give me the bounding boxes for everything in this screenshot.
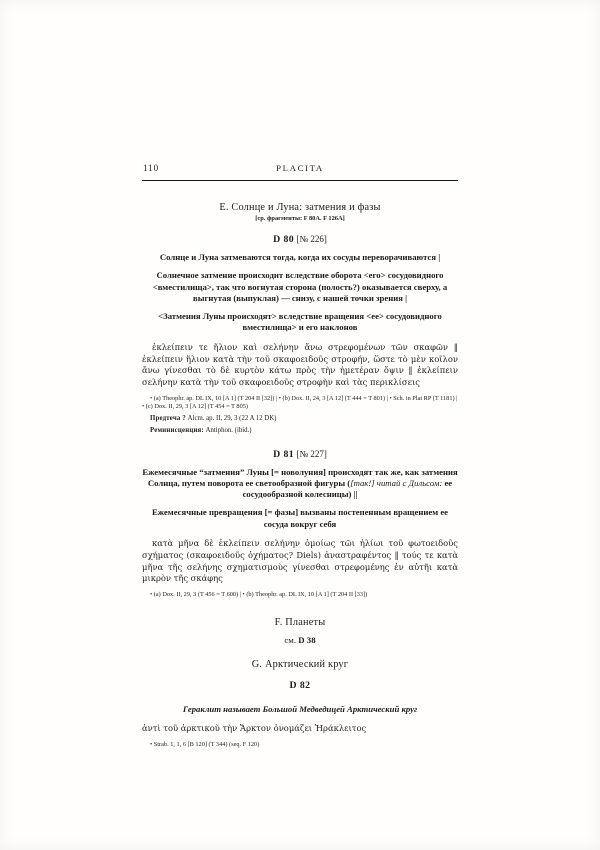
section-e-fragments: [ср. фрагменты: F 80A. F 126A] <box>255 215 345 222</box>
see-label: см. <box>284 635 297 646</box>
d82-apparatus: • Strab. 1, 1, 6 [B 120] (T 344) (seq. F 120) <box>150 740 260 748</box>
d80-translation-1: Солнце и Луна затмеваются тогда, когда их сосуды переворачиваются | <box>159 252 441 262</box>
predecessor-text: Alcm. ap. II, 29, 3 (22 A 12 DK) <box>185 414 277 422</box>
page-number: 110 <box>143 163 160 173</box>
d81-heading <box>142 449 458 460</box>
predecessor-label: Предтеча ? <box>150 414 186 422</box>
see-ref: D 38 <box>298 635 316 646</box>
d80-translation-3: <Затмения Луны происходят> вследствие вращения <ее> сосудовидного вместилища> и его наклонов <box>158 311 442 333</box>
d81-translation-1-main: Ежемесячные “затмения” Луны [= новолуния] происходят так же, как затмения Солнца, путем поворота ее светообразной фигуры ( <box>142 466 458 488</box>
section-f-see <box>142 635 458 645</box>
running-header <box>142 163 458 176</box>
d80-reminiscence-line <box>150 426 458 435</box>
page-content <box>142 163 458 749</box>
d80-translation-2: Солнечное затмение происходит вследствие оборота <его> сосудовидного <вместилища>, так что вогнутая сторона (полость?) оказывается сверху, а выгнутая (выпуклая) — снизу, с нашей точки зрения | <box>152 270 448 303</box>
section-g-title: G. Арктический круг <box>251 659 349 671</box>
reminiscence-text: Antiphon. (ibid.) <box>203 426 252 434</box>
section-e-title: Е. Солнце и Луна: затмения и фазы <box>219 202 381 213</box>
d80-heading <box>142 234 458 245</box>
d80-number: D 80 <box>273 234 295 245</box>
d80-ref: [№ 226] <box>296 234 327 244</box>
d81-greek-text: κατὰ μῆνα δὲ ἐκλείπειν σελήνην ὁμοίως τῶι ἡλίωι τοῦ φωτοειδοῦς σχήματος (σκαφοειδοῦς ὀχήματος? Diels) ἀναστραφέντος ‖ τούς τε κατὰ μῆνα τῆς σελήνης σχηματισμοὺς γίνεσθαι στρεφομένης ἐν αὑτῆι κατὰ μικρὸν τῆς σκάφης <box>142 538 458 584</box>
reminiscence-label: Реминисценция: <box>150 426 204 434</box>
d82-number: D 82 <box>289 680 311 692</box>
d81-apparatus: • (a) Dox. II, 29, 3 (T 456 = T 600) | • (b) Theophr. ap. DL IX, 10 [A 1] (T 204 II [33]) <box>150 591 368 599</box>
d81-translation-1-end: ее сосудообразной колесницы) || <box>242 477 453 500</box>
d81-translation-1 <box>142 467 458 501</box>
d80-apparatus: • (a) Theophr. ap. DL IX, 10 [A 1] (T 204 II [32]) | • (b) Dox. II, 24, 3 [A 12] (T 444 = T 801) | • Sch. in Plat RP (T 1181) | • (c) Dox. II, 29, 3 [A 12] (T 454 = T 805) <box>142 394 458 410</box>
d80-greek-text: ἐκλείπειν τε ἥλιον καὶ σελήνην ἄνω στρεφομένων τῶν σκαφῶν ‖ ἐκλείπειν ἥλιον κατὰ τὴν τοῦ σκαφοειδοῦς στροφήν, ὥστε τὸ μὲν κοῖλον ἄνω γίνεσθαι τὸ δὲ κυρτὸν κάτω πρὸς τὴν ἡμετέραν ὄψιν ‖ ἐκλείπειν σελήνην κατὰ τὴν τοῦ σκαφοειδοῦς στροφὴν καὶ τὰς περικλίσεις <box>142 341 458 388</box>
d82-heading <box>142 680 458 691</box>
section-f-title: F. Планеты <box>274 617 326 629</box>
d82-greek-text: ἀντὶ τοῦ ἀρκτικοῦ τὴν Ἄρκτον ὀνομάζει Ἡράκλειτος <box>142 723 367 734</box>
running-title: PLACITA <box>276 163 324 173</box>
d81-editorial-note: [так!] читай с Дильсом: <box>350 477 443 488</box>
d80-predecessor-line <box>150 414 458 423</box>
header-rule <box>142 180 458 181</box>
d81-number: D 81 <box>273 448 295 460</box>
d81-translation-2: Ежемесячные превращения [= фазы] вызваны постепенным вращением ее сосуда вокруг себя <box>151 507 449 529</box>
d81-ref: [№ 227] <box>296 448 327 459</box>
d82-title-italic: Гераклит называет Большой Медведицей Арктический круг <box>182 704 418 715</box>
